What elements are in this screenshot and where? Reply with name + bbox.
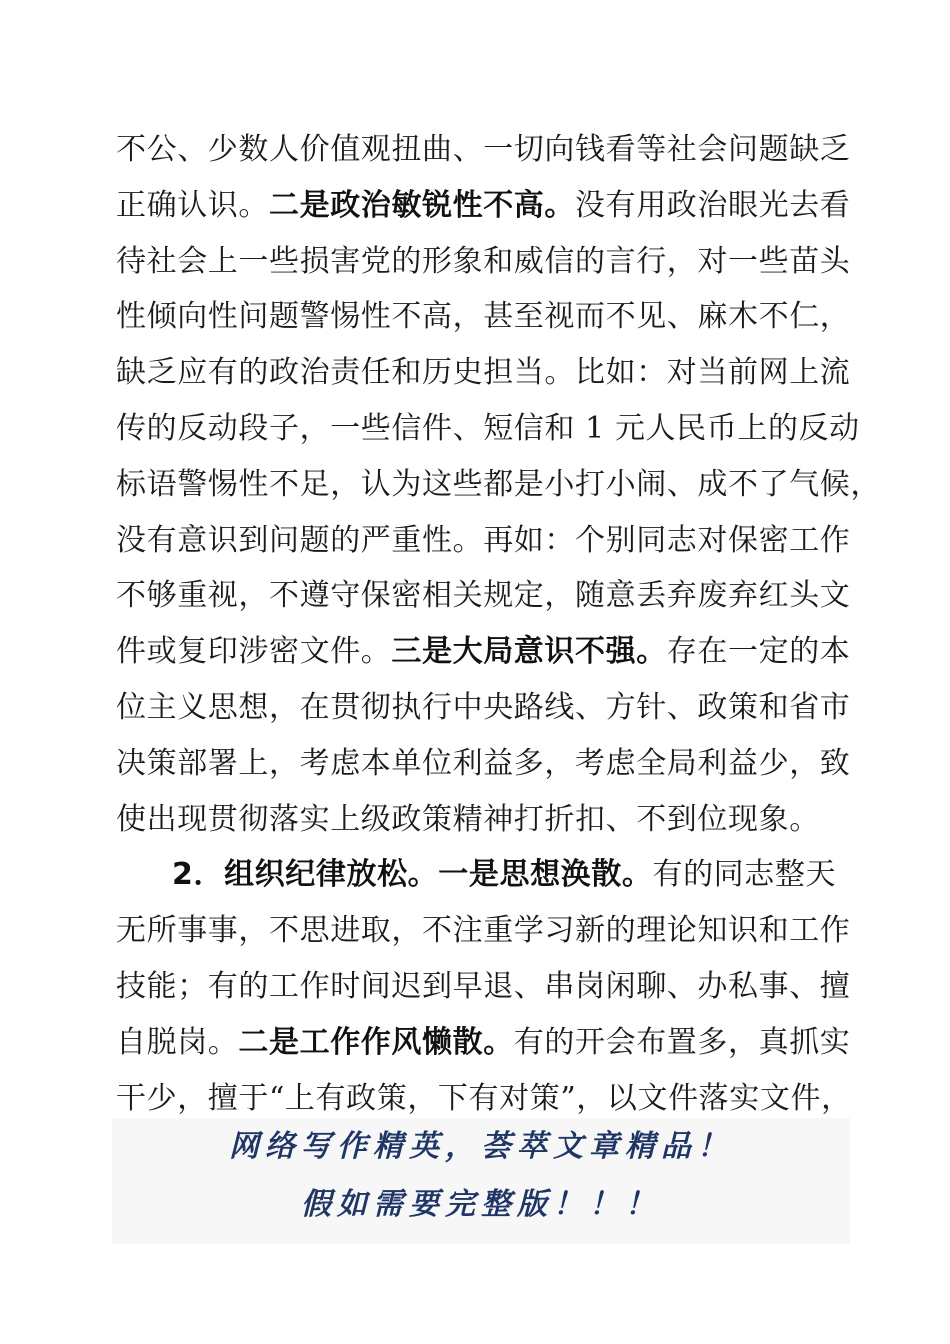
- text-line: [116, 457, 881, 513]
- body-text: 待社会上一些损害党的形象和威信的言行，对一些苗头: [116, 243, 851, 279]
- body-text: 干少，擅于“上有政策，下有对策”，以文件落实文件，: [116, 1080, 852, 1116]
- body-text: 没有意识到问题的严重性。再如：个别同志对保密工作: [116, 522, 851, 558]
- body-text: 缺乏应有的政治责任和历史担当。比如：对当前网上流: [116, 355, 851, 391]
- body-text: 标语警惕性不足，认为这些都是小打小闹、成不了气候，: [116, 466, 881, 502]
- text-line: [116, 624, 851, 680]
- text-line: [116, 289, 851, 345]
- body-text: 自脱岗。: [116, 1024, 239, 1060]
- body-text: 性倾向性问题警惕性不高，甚至视而不见、麻木不仁，: [116, 299, 851, 335]
- body-text: 有的同志整天: [652, 857, 837, 893]
- text-line: [116, 513, 851, 569]
- body-text: 存在一定的本: [666, 634, 851, 670]
- bold-heading-text: 2．组织纪律放松。一是思想涣散。: [172, 857, 653, 893]
- body-text: 件或复印涉密文件。: [116, 634, 392, 670]
- body-text: 有的开会布置多，真抓实: [513, 1024, 851, 1060]
- text-line: [116, 178, 851, 234]
- text-line: [116, 847, 846, 903]
- body-text: 不公、少数人价值观扭曲、一切向钱看等社会问题缺乏: [116, 132, 851, 167]
- text-line: [116, 680, 851, 736]
- text-line: [116, 792, 846, 848]
- promo-line-2: 假如需要完整版！！！: [301, 1187, 661, 1222]
- text-line: [116, 736, 851, 792]
- body-text: 没有用政治眼光去看: [575, 187, 851, 223]
- text-line: [116, 1015, 851, 1071]
- body-text: 正确认识。: [116, 187, 269, 223]
- bold-heading-text: 二是工作作风懒散。: [238, 1024, 514, 1060]
- document-body: [116, 122, 881, 1126]
- text-line: [116, 903, 851, 959]
- body-text: 无所事事，不思进取，不注重学习新的理论知识和工作: [116, 913, 851, 949]
- text-line: [116, 401, 860, 457]
- promo-banner: [112, 1118, 850, 1244]
- bold-heading-text: 三是大局意识不强。: [391, 634, 667, 670]
- body-text: 不够重视，不遵守保密相关规定，随意丢弃废弃红头文: [116, 578, 851, 614]
- promo-line-1: 网络写作精英，荟萃文章精品！: [229, 1129, 733, 1164]
- body-text: 决策部署上，考虑本单位利益多，考虑全局利益少，致: [116, 745, 851, 781]
- bold-heading-text: 二是政治敏锐性不高。: [269, 187, 575, 223]
- body-text: 技能；有的工作时间迟到早退、串岗闲聊、办私事、擅: [116, 968, 851, 1004]
- body-text: 位主义思想，在贯彻执行中央路线、方针、政策和省市: [116, 689, 851, 725]
- text-line: [116, 234, 851, 290]
- body-text: 传的反动段子，一些信件、短信和 1 元人民币上的反动: [116, 410, 860, 446]
- text-line: [116, 122, 851, 178]
- text-line: [116, 568, 851, 624]
- text-line: [116, 345, 851, 401]
- text-line: [116, 959, 851, 1015]
- body-text: 使出现贯彻落实上级政策精神打折扣、不到位现象。: [116, 801, 820, 837]
